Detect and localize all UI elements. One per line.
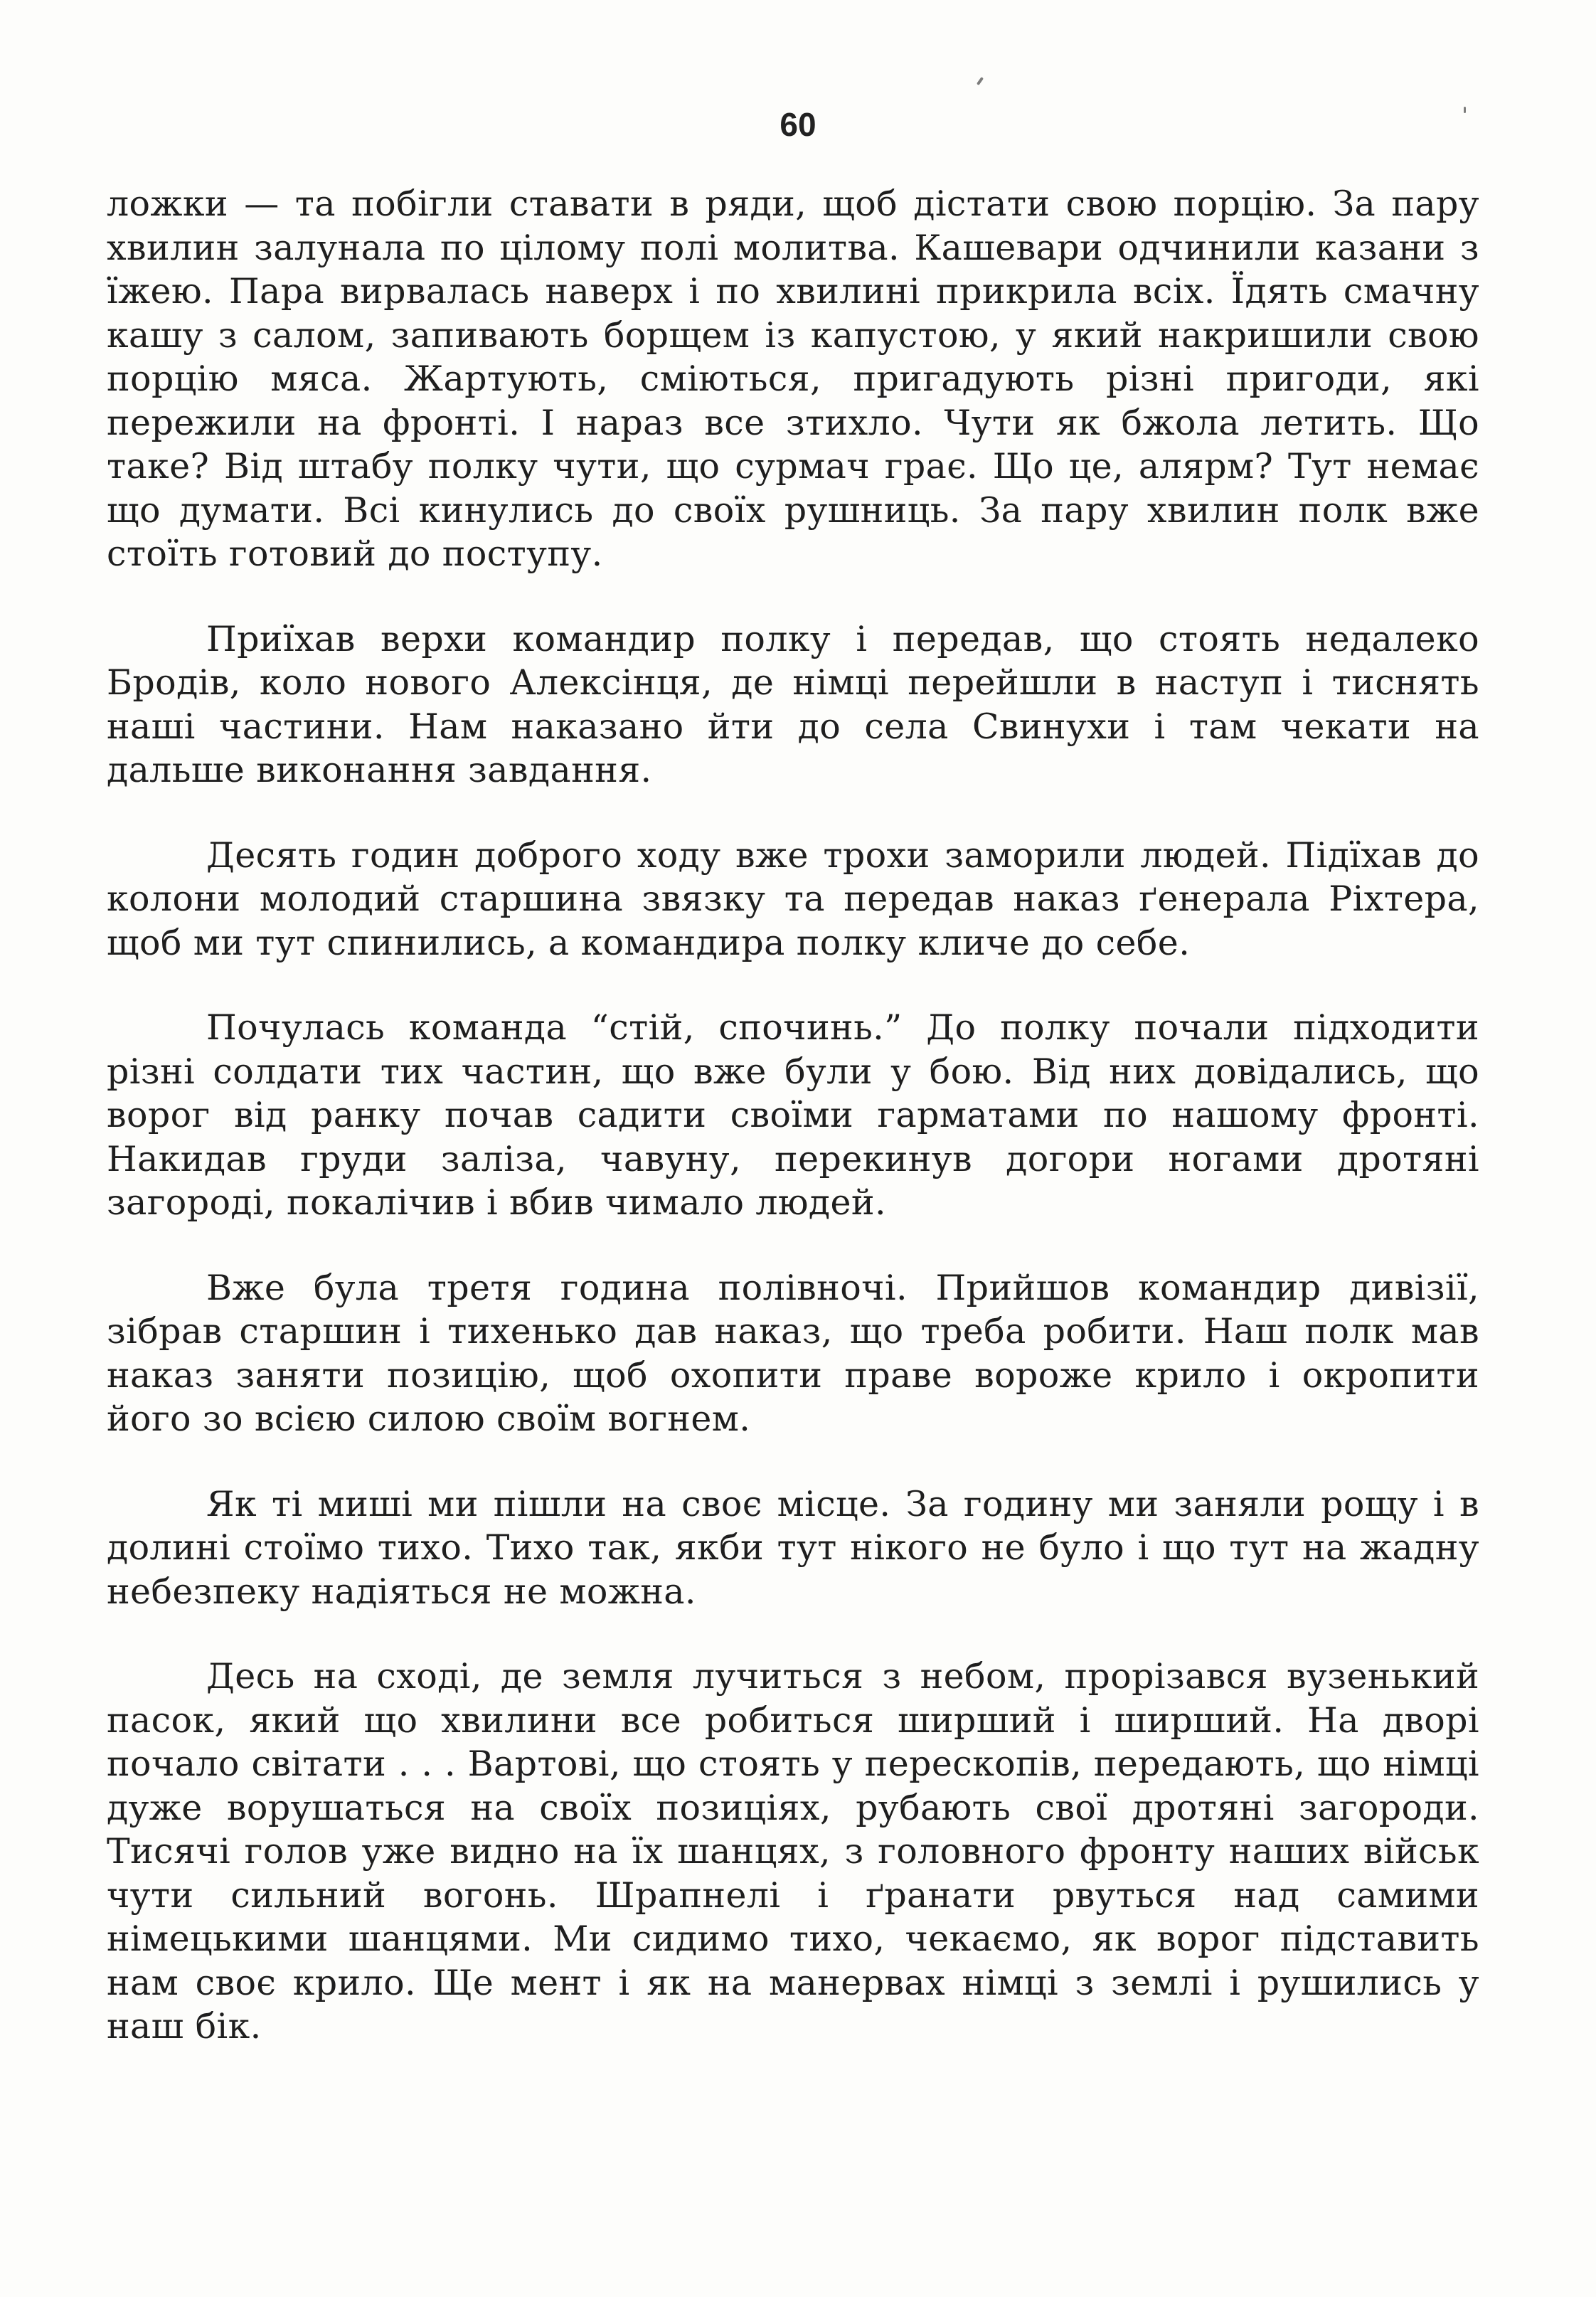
paragraph-7: Десь на сході, де земля лучиться з небом, прорізався вузенький пасок, який що хвилини все робиться ширший і ширший. На дворі почало світати . . . Вартові, що стоять у перескопів, передають, що німці дуже ворушаться на своїх позиціях, рубають свої дротяні загороди. Тисячі голов уже видно на їх шанцях, з головного фронту наших військ чути сильний вогонь. Шрапнелі і ґранати рвуться над самими німецькими шанцями. Ми сидимо тихо, чекаємо, як ворог підставить нам своє крило. Ще мент і як на манервах німці з землі і рушились у наш бік. [107, 1656, 1479, 2047]
print-speck [1464, 107, 1466, 113]
page-number: 60 [780, 106, 816, 143]
body-text [107, 182, 1479, 2049]
print-speck [977, 77, 984, 85]
paragraph-3: Десять годин доброго ходу вже трохи заморили людей. Підїхав до колони молодий старшина звязку та передав наказ ґенерала Ріхтера, щоб ми тут спинились, а командира полку кличе до себе. [107, 834, 1479, 963]
paragraph-1: ложки — та побігли ставати в ряди, щоб дістати свою порцію. За пару хвилин залунала по цілому полі молитва. Кашевари одчинили казани з їжею. Пара вирвалась наверх і по хвилині прикрила всіх. Їдять смачну кашу з салом, запивають борщем із капустою, у який накришили свою порцію мяса. Жартують, сміються, пригадують різні пригоди, які пережили на фронті. І нараз все зтихло. Чути як бжола летить. Що таке? Від штабу полку чути, що сурмач грає. Що це, алярм? Тут немає що думати. Всі кинулись до своїх рушниць. За пару хвилин полк вже стоїть готовий до поступу. [107, 184, 1479, 574]
paragraph-5: Вже була третя година полівночі. Прийшов командир дивізії, зібрав старшин і тихенько дав наказ, що треба робити. Наш полк мав наказ заняти позицію, щоб охопити праве вороже крило і окропити його зо всією силою своїм вогнем. [107, 1267, 1479, 1439]
paragraph-6: Як ті миші ми пішли на своє місце. За годину ми заняли рощу і в долині стоїмо тихо. Тихо так, якби тут нікого не було і що тут на жадну небезпеку надіятьcя не можна. [107, 1483, 1479, 1612]
paragraph-4: Почулась команда “стій, спочинь.” До полку почали підходити різні солдати тих частин, що вже були у бою. Від них довідались, що ворог від ранку почав садити своїми гарматами по нашому фронті. Накидав груди заліза, чавуну, перекинув догори ногами дротяні загороді, покалічив і вбив чимало людей. [107, 1007, 1479, 1223]
paragraph-2: Приїхав верхи командир полку і передав, що стоять недалеко Бродів, коло нового Алексінця, де німці перейшли в наступ і тиснять наші частини. Нам наказано йти до села Свинухи і там чекати на дальше виконання завдання. [107, 618, 1479, 790]
